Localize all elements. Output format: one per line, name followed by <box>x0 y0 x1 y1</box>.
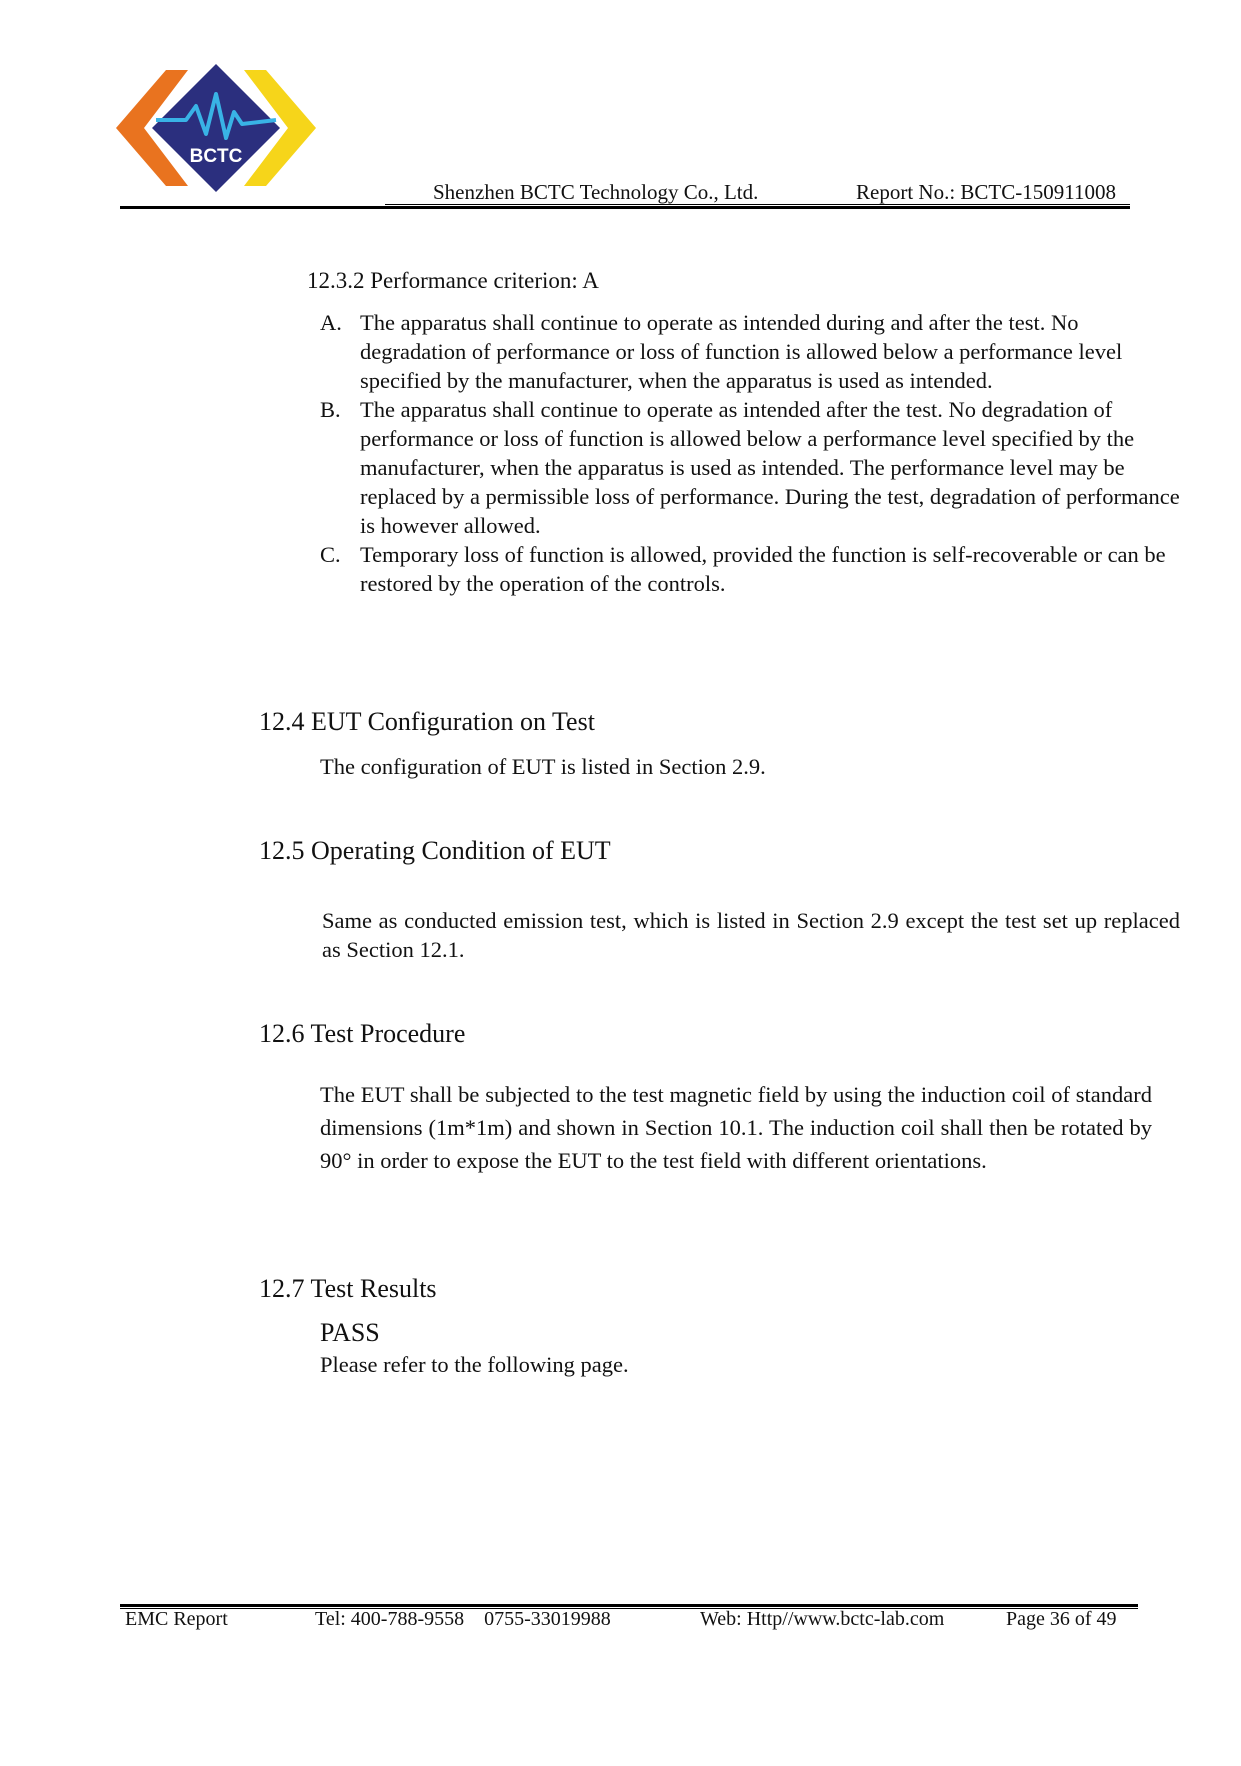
eut-config-text: The configuration of EUT is listed in Section 2.9. <box>320 754 766 779</box>
criterion-marker: B. <box>320 397 341 422</box>
criterion-item-b <box>320 395 1180 540</box>
footer-page-number: Page 36 of 49 <box>1006 1608 1117 1630</box>
criterion-marker: C. <box>320 542 341 567</box>
criterion-item-c <box>320 540 1180 598</box>
section-heading-eut-config: 12.4 EUT Configuration on Test <box>259 707 595 736</box>
footer-rule <box>120 1604 1138 1607</box>
criterion-marker: A. <box>320 310 342 335</box>
footer-telephone: Tel: 400-788-9558 0755-33019988 <box>315 1608 611 1630</box>
results-text: Please refer to the following page. <box>320 1352 629 1377</box>
criterion-list <box>320 308 1180 598</box>
criterion-item-a <box>320 308 1180 395</box>
header-report-number: Report No.: BCTC-150911008 <box>856 180 1116 204</box>
bctc-logo <box>116 60 316 196</box>
result-verdict: PASS <box>320 1318 380 1347</box>
section-heading-results: 12.7 Test Results <box>259 1274 437 1303</box>
section-heading-procedure: 12.6 Test Procedure <box>259 1019 466 1048</box>
footer-report-type: EMC Report <box>125 1608 228 1630</box>
logo-text: BCTC <box>189 146 243 167</box>
criterion-text: Temporary loss of function is allowed, provided the function is self-recoverable or can be restored by the operation of the controls. <box>360 542 1166 596</box>
footer-website: Web: Http//www.bctc-lab.com <box>700 1608 945 1630</box>
criterion-text: The apparatus shall continue to operate as intended during and after the test. No degradation of performance or loss of function is allowed below a performance level specified by the manufacturer, when the apparatus is used as intended. <box>360 310 1123 393</box>
operating-text: Same as conducted emission test, which is listed in Section 2.9 except the test set up replaced as Section 12.1. <box>322 908 1180 962</box>
procedure-text: The EUT shall be subjected to the test magnetic field by using the induction coil of standard dimensions (1m*1m) and shown in Section 10.1. The induction coil shall then be rotated by 90° in order to expose the EUT to the test field with different orientations. <box>320 1082 1152 1173</box>
footer-rule-thin <box>120 1608 1138 1609</box>
header-rule-thin <box>385 204 1130 205</box>
criterion-text: The apparatus shall continue to operate as intended after the test. No degradation of performance or loss of function is allowed below a performance level specified by the manufacturer, when the apparatus is used as intended. The performance level may be replaced by a permissible loss of performance. During the test, degradation of performance is however allowed. <box>360 397 1180 538</box>
section-heading-operating: 12.5 Operating Condition of EUT <box>259 836 611 865</box>
header-company: Shenzhen BCTC Technology Co., Ltd. <box>433 180 759 204</box>
header-rule <box>120 206 1130 209</box>
criterion-heading: 12.3.2 Performance criterion: A <box>307 268 599 293</box>
